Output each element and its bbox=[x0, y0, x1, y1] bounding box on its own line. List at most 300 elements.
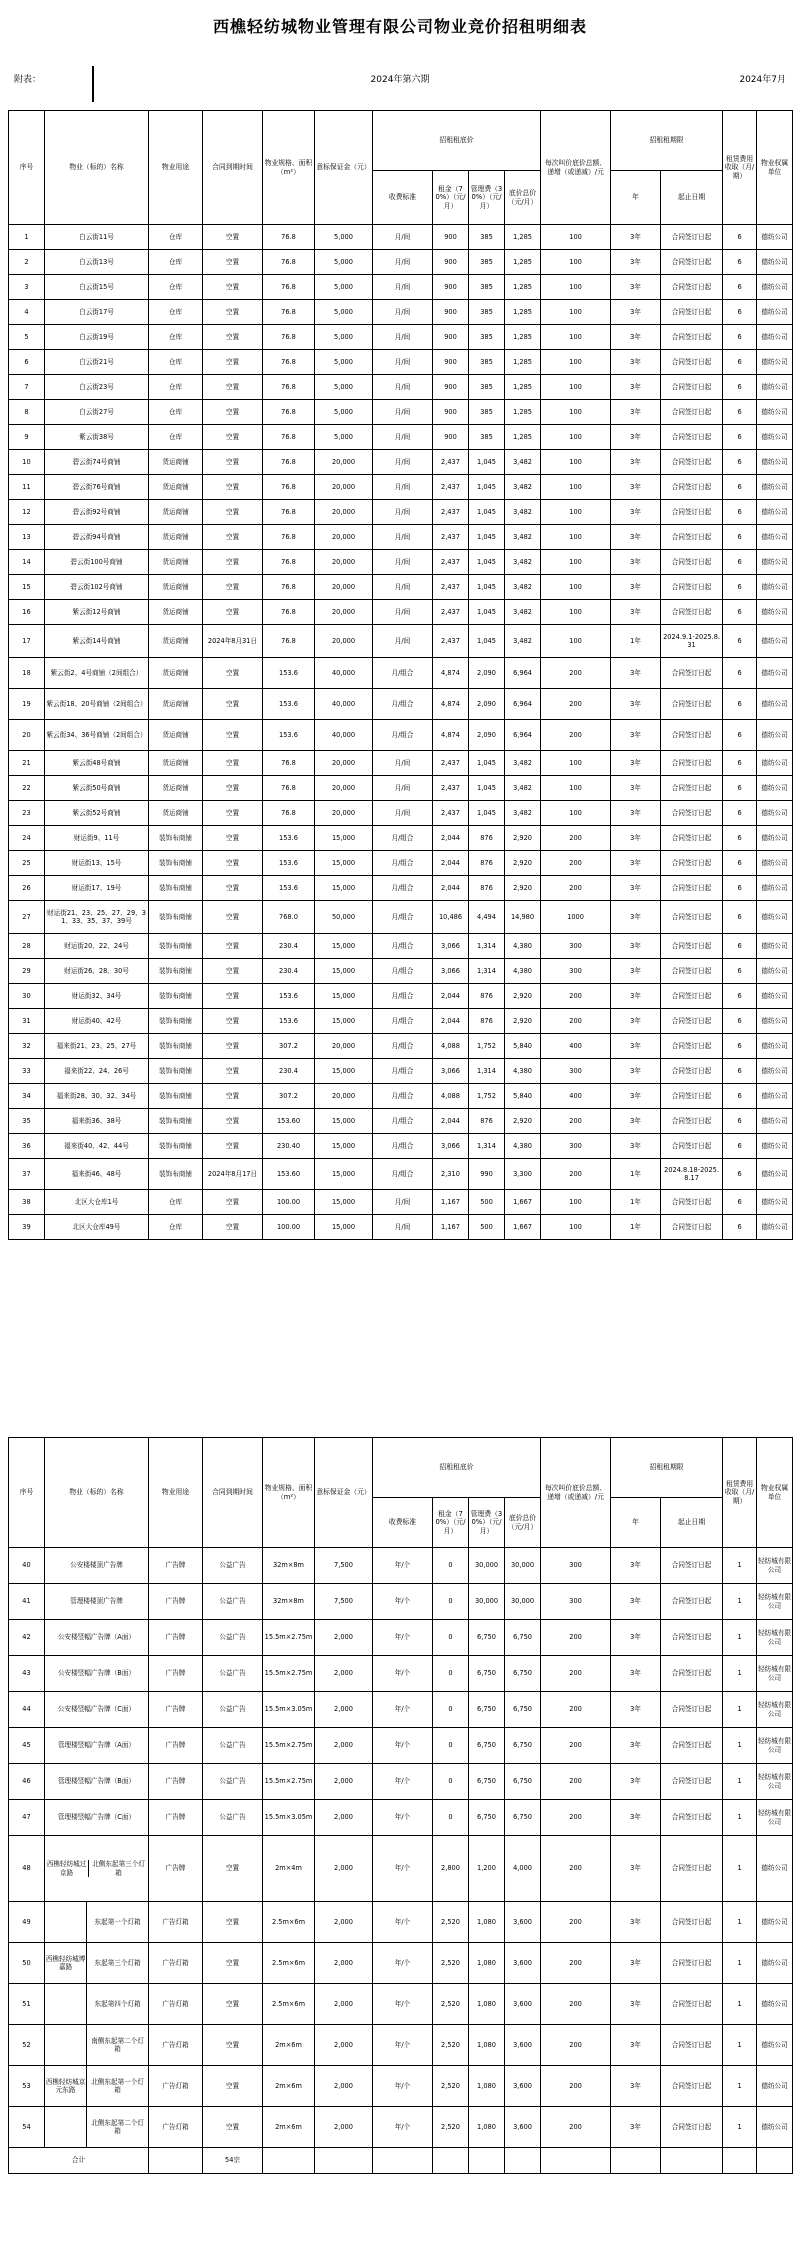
start-cell: 合同签订日起 bbox=[661, 1548, 723, 1584]
total-cell: 3,600 bbox=[505, 2025, 541, 2066]
owner-cell: 德纺公司 bbox=[757, 776, 793, 801]
rent-cell: 2,437 bbox=[433, 475, 469, 500]
deposit-cell: 2,000 bbox=[315, 1800, 373, 1836]
name-cell: 财运街17、19号 bbox=[45, 876, 149, 901]
increment-cell: 200 bbox=[541, 1943, 611, 1984]
rent-cell: 2,520 bbox=[433, 2066, 469, 2107]
area-cell: 230.40 bbox=[263, 1134, 315, 1159]
total-cell: 2,920 bbox=[505, 876, 541, 901]
deposit-cell: 15,000 bbox=[315, 1215, 373, 1240]
table-row bbox=[9, 575, 793, 600]
rent-cell: 2,520 bbox=[433, 1984, 469, 2025]
area-cell: 76.8 bbox=[263, 425, 315, 450]
name-cell: 白云街11号 bbox=[45, 225, 149, 250]
area-cell: 32m×8m bbox=[263, 1548, 315, 1584]
name-cell: 紫云街48号商铺 bbox=[45, 751, 149, 776]
owner-cell: 德纺公司 bbox=[757, 500, 793, 525]
contract-end-cell: 空置 bbox=[203, 776, 263, 801]
deposit-cell: 15,000 bbox=[315, 851, 373, 876]
name-cell: 紫云街34、36号商铺（2间组合） bbox=[45, 720, 149, 751]
fee-cell: 6 bbox=[723, 984, 757, 1009]
seq-cell: 20 bbox=[9, 720, 45, 751]
use-cell: 广告牌 bbox=[149, 1584, 203, 1620]
owner-cell: 德纺公司 bbox=[757, 250, 793, 275]
name-cell: 福来街21、23、25、27号 bbox=[45, 1034, 149, 1059]
deposit-cell: 2,000 bbox=[315, 1620, 373, 1656]
charge-std-cell: 月/组合 bbox=[373, 1084, 433, 1109]
charge-std-cell: 月/组合 bbox=[373, 658, 433, 689]
item-label: 东起第三个灯箱 bbox=[94, 1958, 141, 1967]
use-cell: 货运商铺 bbox=[149, 689, 203, 720]
area-cell: 76.8 bbox=[263, 500, 315, 525]
total-cell: 4,380 bbox=[505, 934, 541, 959]
header-area: 物业规格、面积（m²） bbox=[263, 111, 315, 225]
owner-cell: 德纺公司 bbox=[757, 550, 793, 575]
charge-std-cell: 月/组合 bbox=[373, 720, 433, 751]
deposit-cell: 5,000 bbox=[315, 325, 373, 350]
table-row bbox=[9, 2025, 793, 2066]
charge-std-cell: 月/间 bbox=[373, 1190, 433, 1215]
owner-cell: 德纺公司 bbox=[757, 826, 793, 851]
owner-cell: 德纺公司 bbox=[757, 1109, 793, 1134]
use-cell: 装饰布商铺 bbox=[149, 1159, 203, 1190]
start-cell: 合同签订日起 bbox=[661, 275, 723, 300]
charge-std-cell: 年/个 bbox=[373, 1836, 433, 1902]
use-cell: 仓库 bbox=[149, 225, 203, 250]
seq-cell: 45 bbox=[9, 1728, 45, 1764]
table-row bbox=[9, 375, 793, 400]
name-cell: 管理楼竖幅广告牌（C面） bbox=[45, 1800, 149, 1836]
area-cell: 768.0 bbox=[263, 901, 315, 934]
fee-cell: 6 bbox=[723, 525, 757, 550]
rent-cell: 2,437 bbox=[433, 776, 469, 801]
header-charge-std: 收费标准 bbox=[373, 171, 433, 225]
name-cell: 公安楼竖幅广告牌（C面） bbox=[45, 1692, 149, 1728]
start-cell: 合同签订日起 bbox=[661, 934, 723, 959]
contract-end-cell: 2024年8月17日 bbox=[203, 1159, 263, 1190]
table-row bbox=[9, 525, 793, 550]
mgmt-cell: 385 bbox=[469, 350, 505, 375]
increment-cell: 100 bbox=[541, 475, 611, 500]
rent-cell: 900 bbox=[433, 375, 469, 400]
contract-end-cell: 2024年8月31日 bbox=[203, 625, 263, 658]
start-cell: 合同签订日起 bbox=[661, 1620, 723, 1656]
fee-cell: 6 bbox=[723, 959, 757, 984]
increment-cell: 200 bbox=[541, 1902, 611, 1943]
owner-cell: 轻纺城有限公司 bbox=[757, 1656, 793, 1692]
seq-cell: 34 bbox=[9, 1084, 45, 1109]
table-row bbox=[9, 1943, 793, 1984]
fee-cell: 6 bbox=[723, 250, 757, 275]
header-use: 物业用途 bbox=[149, 111, 203, 225]
mgmt-cell: 1,045 bbox=[469, 600, 505, 625]
fee-cell: 6 bbox=[723, 1109, 757, 1134]
rent-cell: 2,437 bbox=[433, 625, 469, 658]
total-cell: 30,000 bbox=[505, 1548, 541, 1584]
owner-cell: 轻纺城有限公司 bbox=[757, 1548, 793, 1584]
item-label: 东起第四个灯箱 bbox=[94, 1999, 141, 2008]
total-cell: 3,300 bbox=[505, 1159, 541, 1190]
charge-std-cell: 月/组合 bbox=[373, 984, 433, 1009]
total-empty bbox=[611, 2148, 661, 2174]
table-row bbox=[9, 751, 793, 776]
total-empty bbox=[541, 2148, 611, 2174]
table-row bbox=[9, 425, 793, 450]
rent-cell: 0 bbox=[433, 1656, 469, 1692]
period-label: 2024年第六期 bbox=[370, 75, 430, 85]
header-total: 底价总价（元/月） bbox=[505, 171, 541, 225]
deposit-cell: 40,000 bbox=[315, 658, 373, 689]
deposit-cell: 5,000 bbox=[315, 275, 373, 300]
start-cell: 2024.8.18-2025.8.17 bbox=[661, 1159, 723, 1190]
charge-std-cell: 月/组合 bbox=[373, 959, 433, 984]
mgmt-cell: 1,314 bbox=[469, 1059, 505, 1084]
table-row bbox=[9, 1620, 793, 1656]
seq-cell: 35 bbox=[9, 1109, 45, 1134]
use-cell: 装饰布商铺 bbox=[149, 1059, 203, 1084]
increment-cell: 400 bbox=[541, 1084, 611, 1109]
start-cell: 合同签订日起 bbox=[661, 1584, 723, 1620]
fee-cell: 6 bbox=[723, 689, 757, 720]
fee-cell: 6 bbox=[723, 801, 757, 826]
use-cell: 广告灯箱 bbox=[149, 1984, 203, 2025]
header-use: 物业用途 bbox=[149, 1438, 203, 1548]
contract-end-cell: 空置 bbox=[203, 425, 263, 450]
area-cell: 76.8 bbox=[263, 225, 315, 250]
start-cell: 合同签订日起 bbox=[661, 500, 723, 525]
contract-end-cell: 空置 bbox=[203, 876, 263, 901]
total-cell: 3,482 bbox=[505, 801, 541, 826]
deposit-cell: 2,000 bbox=[315, 1728, 373, 1764]
table-row bbox=[9, 300, 793, 325]
header-fee-free: 租赁费用收取（月/期） bbox=[723, 1438, 757, 1548]
use-cell: 货运商铺 bbox=[149, 776, 203, 801]
use-cell: 广告灯箱 bbox=[149, 2107, 203, 2148]
total-cell: 3,600 bbox=[505, 2107, 541, 2148]
rent-cell: 2,520 bbox=[433, 2025, 469, 2066]
total-cell: 2,920 bbox=[505, 826, 541, 851]
seq-cell: 9 bbox=[9, 425, 45, 450]
fee-cell: 6 bbox=[723, 876, 757, 901]
item-label: 北侧东起第一个灯箱 bbox=[91, 2077, 144, 2094]
use-cell: 广告牌 bbox=[149, 1800, 203, 1836]
fee-cell: 6 bbox=[723, 751, 757, 776]
charge-std-cell: 月/间 bbox=[373, 225, 433, 250]
owner-cell: 德纺公司 bbox=[757, 801, 793, 826]
start-cell: 合同签订日起 bbox=[661, 325, 723, 350]
area-cell: 76.8 bbox=[263, 625, 315, 658]
fee-cell: 6 bbox=[723, 851, 757, 876]
contract-end-cell: 空置 bbox=[203, 350, 263, 375]
table-row bbox=[9, 2066, 793, 2107]
charge-std-cell: 年/个 bbox=[373, 1692, 433, 1728]
increment-cell: 200 bbox=[541, 851, 611, 876]
fee-cell: 6 bbox=[723, 275, 757, 300]
increment-cell: 200 bbox=[541, 720, 611, 751]
name-cell: 白云街13号 bbox=[45, 250, 149, 275]
owner-cell: 德纺公司 bbox=[757, 375, 793, 400]
years-cell: 3年 bbox=[611, 1800, 661, 1836]
fee-cell: 6 bbox=[723, 600, 757, 625]
owner-cell: 德纺公司 bbox=[757, 275, 793, 300]
total-cell: 6,750 bbox=[505, 1764, 541, 1800]
increment-cell: 300 bbox=[541, 934, 611, 959]
total-cell: 6,750 bbox=[505, 1800, 541, 1836]
years-cell: 3年 bbox=[611, 1059, 661, 1084]
seq-cell: 29 bbox=[9, 959, 45, 984]
contract-end-cell: 空置 bbox=[203, 1943, 263, 1984]
start-cell: 合同签订日起 bbox=[661, 901, 723, 934]
item-label: 东起第一个灯箱 bbox=[94, 1917, 141, 1926]
years-cell: 3年 bbox=[611, 425, 661, 450]
increment-cell: 200 bbox=[541, 1009, 611, 1034]
header-seq: 序号 bbox=[9, 111, 45, 225]
start-cell: 合同签订日起 bbox=[661, 776, 723, 801]
seq-cell: 24 bbox=[9, 826, 45, 851]
start-cell: 合同签订日起 bbox=[661, 959, 723, 984]
mgmt-cell: 990 bbox=[469, 1159, 505, 1190]
owner-cell: 德纺公司 bbox=[757, 1902, 793, 1943]
increment-cell: 100 bbox=[541, 575, 611, 600]
use-cell: 货运商铺 bbox=[149, 720, 203, 751]
deposit-cell: 20,000 bbox=[315, 550, 373, 575]
mgmt-cell: 1,045 bbox=[469, 801, 505, 826]
header-start: 起止日期 bbox=[661, 171, 723, 225]
seq-cell: 7 bbox=[9, 375, 45, 400]
charge-std-cell: 年/个 bbox=[373, 2107, 433, 2148]
header-owner: 物业权属单位 bbox=[757, 1438, 793, 1548]
deposit-cell: 20,000 bbox=[315, 600, 373, 625]
use-cell: 仓库 bbox=[149, 1215, 203, 1240]
use-cell: 广告牌 bbox=[149, 1764, 203, 1800]
deposit-cell: 20,000 bbox=[315, 475, 373, 500]
rent-cell: 0 bbox=[433, 1800, 469, 1836]
owner-cell: 轻纺城有限公司 bbox=[757, 1800, 793, 1836]
use-cell: 广告牌 bbox=[149, 1656, 203, 1692]
deposit-cell: 2,000 bbox=[315, 1943, 373, 1984]
name-split bbox=[45, 1943, 148, 1983]
table-row bbox=[9, 500, 793, 525]
years-cell: 3年 bbox=[611, 500, 661, 525]
name-cell: 管理楼楼顶广告牌 bbox=[45, 1584, 149, 1620]
rent-cell: 2,044 bbox=[433, 876, 469, 901]
owner-cell: 德纺公司 bbox=[757, 751, 793, 776]
years-cell: 3年 bbox=[611, 550, 661, 575]
total-cell: 2,920 bbox=[505, 1009, 541, 1034]
total-cell: 30,000 bbox=[505, 1584, 541, 1620]
use-cell: 仓库 bbox=[149, 425, 203, 450]
owner-cell: 德纺公司 bbox=[757, 575, 793, 600]
start-cell: 合同签订日起 bbox=[661, 851, 723, 876]
seq-cell: 54 bbox=[9, 2107, 45, 2148]
deposit-cell: 15,000 bbox=[315, 1109, 373, 1134]
fee-cell: 6 bbox=[723, 1034, 757, 1059]
header-start: 起止日期 bbox=[661, 1498, 723, 1548]
seq-cell: 16 bbox=[9, 600, 45, 625]
charge-std-cell: 月/组合 bbox=[373, 1034, 433, 1059]
years-cell: 3年 bbox=[611, 250, 661, 275]
use-cell: 仓库 bbox=[149, 250, 203, 275]
table-row bbox=[9, 658, 793, 689]
increment-cell: 100 bbox=[541, 525, 611, 550]
years-cell: 3年 bbox=[611, 275, 661, 300]
mgmt-cell: 2,090 bbox=[469, 720, 505, 751]
mgmt-cell: 1,045 bbox=[469, 475, 505, 500]
area-cell: 15.5m×3.05m bbox=[263, 1692, 315, 1728]
contract-end-cell: 空置 bbox=[203, 826, 263, 851]
total-cell: 6,750 bbox=[505, 1692, 541, 1728]
total-cell: 6,750 bbox=[505, 1656, 541, 1692]
rent-cell: 2,437 bbox=[433, 525, 469, 550]
area-cell: 153.6 bbox=[263, 658, 315, 689]
fee-cell: 1 bbox=[723, 1548, 757, 1584]
area-cell: 15.5m×3.05m bbox=[263, 1800, 315, 1836]
deposit-cell: 5,000 bbox=[315, 400, 373, 425]
start-cell: 合同签订日起 bbox=[661, 1034, 723, 1059]
name-cell: 财运街32、34号 bbox=[45, 984, 149, 1009]
fee-cell: 6 bbox=[723, 400, 757, 425]
deposit-cell: 20,000 bbox=[315, 500, 373, 525]
fee-cell: 1 bbox=[723, 2066, 757, 2107]
seq-cell: 10 bbox=[9, 450, 45, 475]
area-cell: 2.5m×6m bbox=[263, 1902, 315, 1943]
rent-cell: 900 bbox=[433, 225, 469, 250]
use-cell: 仓库 bbox=[149, 1190, 203, 1215]
fee-cell: 6 bbox=[723, 658, 757, 689]
owner-cell: 德纺公司 bbox=[757, 959, 793, 984]
header-name: 物业（标的）名称 bbox=[45, 1438, 149, 1548]
total-cell: 3,600 bbox=[505, 1943, 541, 1984]
owner-cell: 德纺公司 bbox=[757, 720, 793, 751]
owner-cell: 轻纺城有限公司 bbox=[757, 1728, 793, 1764]
charge-std-cell: 月/间 bbox=[373, 801, 433, 826]
start-cell: 合同签订日起 bbox=[661, 1084, 723, 1109]
years-cell: 3年 bbox=[611, 2025, 661, 2066]
name-split bbox=[45, 1902, 148, 1942]
owner-cell: 德纺公司 bbox=[757, 475, 793, 500]
area-cell: 307.2 bbox=[263, 1034, 315, 1059]
start-cell: 合同签订日起 bbox=[661, 1109, 723, 1134]
name-cell: 福来街46、48号 bbox=[45, 1159, 149, 1190]
mgmt-cell: 6,750 bbox=[469, 1800, 505, 1836]
table-row bbox=[9, 801, 793, 826]
contract-end-cell: 公益广告 bbox=[203, 1584, 263, 1620]
name-cell: 碧云街100号商铺 bbox=[45, 550, 149, 575]
area-cell: 153.6 bbox=[263, 826, 315, 851]
deposit-cell: 15,000 bbox=[315, 984, 373, 1009]
increment-cell: 100 bbox=[541, 350, 611, 375]
increment-cell: 200 bbox=[541, 2025, 611, 2066]
years-cell: 3年 bbox=[611, 1009, 661, 1034]
deposit-cell: 2,000 bbox=[315, 1764, 373, 1800]
fee-cell: 6 bbox=[723, 325, 757, 350]
rent-cell: 2,044 bbox=[433, 984, 469, 1009]
header-lease-term: 招租租期限 bbox=[611, 1438, 723, 1498]
table-row bbox=[9, 959, 793, 984]
contract-end-cell: 公益广告 bbox=[203, 1764, 263, 1800]
area-cell: 76.8 bbox=[263, 375, 315, 400]
years-cell: 3年 bbox=[611, 801, 661, 826]
use-cell: 广告牌 bbox=[149, 1548, 203, 1584]
table-row bbox=[9, 1009, 793, 1034]
use-cell: 装饰布商铺 bbox=[149, 1034, 203, 1059]
deposit-cell: 20,000 bbox=[315, 776, 373, 801]
fee-cell: 6 bbox=[723, 1159, 757, 1190]
use-cell: 装饰布商铺 bbox=[149, 1134, 203, 1159]
seq-cell: 6 bbox=[9, 350, 45, 375]
fee-cell: 1 bbox=[723, 1836, 757, 1902]
charge-std-cell: 月/组合 bbox=[373, 934, 433, 959]
group-spacer bbox=[45, 1984, 87, 2024]
owner-cell: 德纺公司 bbox=[757, 1836, 793, 1902]
deposit-cell: 5,000 bbox=[315, 225, 373, 250]
years-cell: 1年 bbox=[611, 1215, 661, 1240]
total-count: 54宗 bbox=[203, 2148, 263, 2174]
rent-cell: 2,437 bbox=[433, 801, 469, 826]
increment-cell: 200 bbox=[541, 876, 611, 901]
deposit-cell: 20,000 bbox=[315, 1084, 373, 1109]
fee-cell: 6 bbox=[723, 1215, 757, 1240]
increment-cell: 200 bbox=[541, 1984, 611, 2025]
group-label: 西樵轻纺城博嘉路 bbox=[45, 1943, 87, 1983]
increment-cell: 100 bbox=[541, 500, 611, 525]
use-cell: 仓库 bbox=[149, 300, 203, 325]
mgmt-cell: 1,080 bbox=[469, 2107, 505, 2148]
contract-end-cell: 空置 bbox=[203, 1134, 263, 1159]
increment-cell: 200 bbox=[541, 689, 611, 720]
table-row bbox=[9, 1059, 793, 1084]
owner-cell: 德纺公司 bbox=[757, 525, 793, 550]
contract-end-cell: 空置 bbox=[203, 2025, 263, 2066]
area-cell: 153.6 bbox=[263, 851, 315, 876]
mgmt-cell: 2,090 bbox=[469, 689, 505, 720]
rent-cell: 0 bbox=[433, 1692, 469, 1728]
charge-std-cell: 月/间 bbox=[373, 600, 433, 625]
total-cell: 6,964 bbox=[505, 720, 541, 751]
deposit-cell: 20,000 bbox=[315, 751, 373, 776]
table-row bbox=[9, 225, 793, 250]
seq-cell: 5 bbox=[9, 325, 45, 350]
start-cell: 合同签订日起 bbox=[661, 1902, 723, 1943]
start-cell: 合同签订日起 bbox=[661, 751, 723, 776]
increment-cell: 300 bbox=[541, 959, 611, 984]
rent-cell: 900 bbox=[433, 250, 469, 275]
name-cell: 碧云街92号商铺 bbox=[45, 500, 149, 525]
seq-cell: 4 bbox=[9, 300, 45, 325]
fee-cell: 6 bbox=[723, 934, 757, 959]
use-cell: 广告灯箱 bbox=[149, 1943, 203, 1984]
total-empty bbox=[263, 2148, 315, 2174]
use-cell: 货运商铺 bbox=[149, 475, 203, 500]
name-cell: 紫云街38号 bbox=[45, 425, 149, 450]
seq-cell: 50 bbox=[9, 1943, 45, 1984]
table-row bbox=[9, 689, 793, 720]
contract-end-cell: 空置 bbox=[203, 450, 263, 475]
mgmt-cell: 1,314 bbox=[469, 934, 505, 959]
name-cell: 公安楼竖幅广告牌（A面） bbox=[45, 1620, 149, 1656]
owner-cell: 轻纺城有限公司 bbox=[757, 1764, 793, 1800]
charge-std-cell: 年/个 bbox=[373, 1656, 433, 1692]
total-cell: 3,482 bbox=[505, 525, 541, 550]
name-cell: 白云街21号 bbox=[45, 350, 149, 375]
fee-cell: 6 bbox=[723, 826, 757, 851]
seq-cell: 43 bbox=[9, 1656, 45, 1692]
fee-cell: 6 bbox=[723, 350, 757, 375]
owner-cell: 德纺公司 bbox=[757, 2066, 793, 2107]
contract-end-cell: 空置 bbox=[203, 275, 263, 300]
increment-cell: 100 bbox=[541, 325, 611, 350]
owner-cell: 德纺公司 bbox=[757, 1034, 793, 1059]
